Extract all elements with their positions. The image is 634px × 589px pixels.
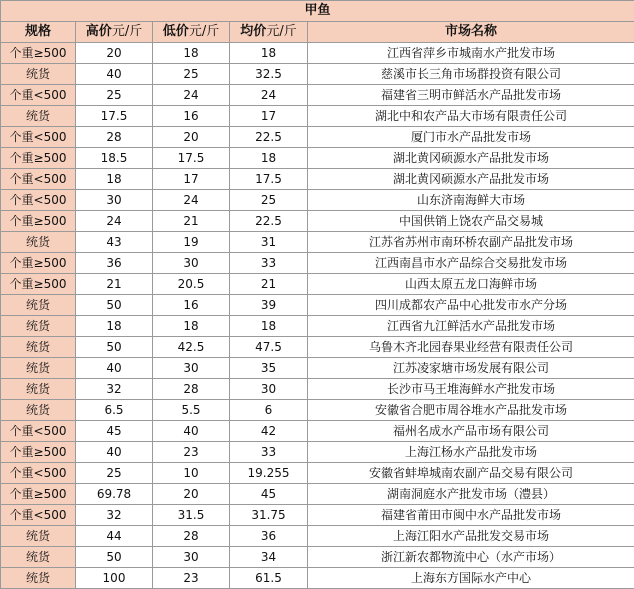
table-row [1, 211, 634, 232]
table-row [1, 148, 634, 169]
avg-price-cell: 45 [230, 484, 308, 505]
market-name-cell: 湖北中和农产品大市场有限责任公司 [308, 106, 634, 127]
market-name-cell: 安徽省蚌埠城南农副产品交易有限公司 [308, 463, 634, 484]
spec-cell: 统货 [1, 400, 76, 421]
avg-price-cell: 33 [230, 442, 308, 463]
spec-cell: 个重≥500 [1, 484, 76, 505]
spec-cell: 个重≥500 [1, 148, 76, 169]
market-name-cell: 湖北黄冈硕源水产品批发市场 [308, 148, 634, 169]
spec-cell: 统货 [1, 316, 76, 337]
low-price-cell: 16 [153, 295, 230, 316]
header-avg [230, 22, 308, 43]
spec-cell: 统货 [1, 295, 76, 316]
header-avg-unit: 元/斤 [266, 24, 297, 39]
high-price-cell: 24 [76, 211, 153, 232]
avg-price-cell: 61.5 [230, 568, 308, 589]
high-price-cell: 32 [76, 379, 153, 400]
low-price-cell: 42.5 [153, 337, 230, 358]
spec-cell: 统货 [1, 232, 76, 253]
high-price-cell: 32 [76, 505, 153, 526]
table-row [1, 316, 634, 337]
avg-price-cell: 33 [230, 253, 308, 274]
spec-cell: 个重≥500 [1, 43, 76, 64]
avg-price-cell: 31.75 [230, 505, 308, 526]
market-name-cell: 浙江新农都物流中心（水产市场） [308, 547, 634, 568]
spec-cell: 个重<500 [1, 421, 76, 442]
avg-price-cell: 21 [230, 274, 308, 295]
avg-price-cell: 35 [230, 358, 308, 379]
low-price-cell: 20 [153, 484, 230, 505]
table-row [1, 463, 634, 484]
spec-cell: 统货 [1, 526, 76, 547]
market-name-cell: 江西省萍乡市城南水产批发市场 [308, 43, 634, 64]
high-price-cell: 17.5 [76, 106, 153, 127]
market-name-cell: 四川成都农产品中心批发市水产分场 [308, 295, 634, 316]
market-name-cell: 湖南洞庭水产批发市场（澧县） [308, 484, 634, 505]
high-price-cell: 25 [76, 85, 153, 106]
low-price-cell: 18 [153, 43, 230, 64]
high-price-cell: 50 [76, 295, 153, 316]
low-price-cell: 18 [153, 316, 230, 337]
low-price-cell: 19 [153, 232, 230, 253]
spec-cell: 个重≥500 [1, 211, 76, 232]
high-price-cell: 45 [76, 421, 153, 442]
low-price-cell: 16 [153, 106, 230, 127]
spec-cell: 个重≥500 [1, 274, 76, 295]
avg-price-cell: 6 [230, 400, 308, 421]
header-high-label: 高价 [85, 24, 112, 39]
high-price-cell: 18 [76, 316, 153, 337]
spec-cell: 统货 [1, 568, 76, 589]
high-price-cell: 44 [76, 526, 153, 547]
market-name-cell: 慈溪市长三角市场群投资有限公司 [308, 64, 634, 85]
low-price-cell: 28 [153, 379, 230, 400]
market-name-cell: 山东济南海鲜大市场 [308, 190, 634, 211]
table-row [1, 295, 634, 316]
low-price-cell: 28 [153, 526, 230, 547]
market-name-cell: 福州名成水产品市场有限公司 [308, 421, 634, 442]
avg-price-cell: 32.5 [230, 64, 308, 85]
header-high-unit: 元/斤 [111, 24, 143, 39]
avg-price-cell: 47.5 [230, 337, 308, 358]
avg-price-cell: 25 [230, 190, 308, 211]
market-name-cell: 江苏省苏州市南环桥农副产品批发市场 [308, 232, 634, 253]
spec-cell: 统货 [1, 106, 76, 127]
avg-price-cell: 30 [230, 379, 308, 400]
avg-price-cell: 19.255 [230, 463, 308, 484]
spec-cell: 统货 [1, 358, 76, 379]
table-row [1, 274, 634, 295]
avg-price-cell: 24 [230, 85, 308, 106]
avg-price-cell: 31 [230, 232, 308, 253]
table-row [1, 505, 634, 526]
low-price-cell: 30 [153, 253, 230, 274]
table-row [1, 337, 634, 358]
market-name-cell: 中国供销上饶农产品交易城 [308, 211, 634, 232]
market-name-cell: 厦门市水产品批发市场 [308, 127, 634, 148]
avg-price-cell: 34 [230, 547, 308, 568]
market-name-cell: 安徽省合肥市周谷堆水产品批发市场 [308, 400, 634, 421]
table-row [1, 43, 634, 64]
market-name-cell: 湖北黄冈硕源水产品批发市场 [308, 169, 634, 190]
table-row [1, 421, 634, 442]
avg-price-cell: 22.5 [230, 211, 308, 232]
market-name-cell: 上海江杨水产品批发市场 [308, 442, 634, 463]
high-price-cell: 40 [76, 64, 153, 85]
market-name-cell: 乌鲁木齐北园春果业经营有限责任公司 [308, 337, 634, 358]
low-price-cell: 20 [153, 127, 230, 148]
spec-cell: 个重<500 [1, 169, 76, 190]
high-price-cell: 40 [76, 442, 153, 463]
low-price-cell: 30 [153, 358, 230, 379]
market-name-cell: 江西南昌市水产品综合交易批发市场 [308, 253, 634, 274]
table-title: 甲鱼 [1, 1, 634, 22]
low-price-cell: 5.5 [153, 400, 230, 421]
high-price-cell: 18.5 [76, 148, 153, 169]
table-row [1, 484, 634, 505]
table-row [1, 568, 634, 589]
spec-cell: 个重≥500 [1, 253, 76, 274]
low-price-cell: 40 [153, 421, 230, 442]
high-price-cell: 20 [76, 43, 153, 64]
low-price-cell: 10 [153, 463, 230, 484]
table-row [1, 127, 634, 148]
spec-cell: 个重<500 [1, 505, 76, 526]
avg-price-cell: 17 [230, 106, 308, 127]
low-price-cell: 17.5 [153, 148, 230, 169]
low-price-cell: 25 [153, 64, 230, 85]
avg-price-cell: 18 [230, 148, 308, 169]
market-name-cell: 江苏凌家塘市场发展有限公司 [308, 358, 634, 379]
high-price-cell: 21 [76, 274, 153, 295]
header-spec: 规格 [1, 22, 76, 43]
avg-price-cell: 17.5 [230, 169, 308, 190]
high-price-cell: 43 [76, 232, 153, 253]
table-row [1, 547, 634, 568]
high-price-cell: 69.78 [76, 484, 153, 505]
market-name-cell: 福建省莆田市闽中水产品批发市场 [308, 505, 634, 526]
title-row [1, 1, 634, 22]
high-price-cell: 100 [76, 568, 153, 589]
table-row [1, 169, 634, 190]
low-price-cell: 23 [153, 442, 230, 463]
avg-price-cell: 39 [230, 295, 308, 316]
low-price-cell: 24 [153, 190, 230, 211]
spec-cell: 统货 [1, 547, 76, 568]
avg-price-cell: 18 [230, 43, 308, 64]
header-low-unit: 元/斤 [188, 24, 220, 39]
high-price-cell: 36 [76, 253, 153, 274]
avg-price-cell: 42 [230, 421, 308, 442]
avg-price-cell: 22.5 [230, 127, 308, 148]
spec-cell: 个重<500 [1, 190, 76, 211]
table-row [1, 64, 634, 85]
market-name-cell: 长沙市马王堆海鲜水产批发市场 [308, 379, 634, 400]
high-price-cell: 28 [76, 127, 153, 148]
spec-cell: 个重<500 [1, 463, 76, 484]
low-price-cell: 30 [153, 547, 230, 568]
high-price-cell: 30 [76, 190, 153, 211]
low-price-cell: 17 [153, 169, 230, 190]
header-market: 市场名称 [308, 22, 634, 43]
header-avg-label: 均价 [240, 24, 267, 39]
header-high [76, 22, 153, 43]
spec-cell: 个重<500 [1, 127, 76, 148]
spec-cell: 个重<500 [1, 85, 76, 106]
high-price-cell: 25 [76, 463, 153, 484]
table-row [1, 442, 634, 463]
low-price-cell: 21 [153, 211, 230, 232]
header-row [1, 22, 634, 43]
high-price-cell: 50 [76, 337, 153, 358]
market-name-cell: 山西太原五龙口海鲜市场 [308, 274, 634, 295]
table-row [1, 526, 634, 547]
table-row [1, 358, 634, 379]
avg-price-cell: 18 [230, 316, 308, 337]
spec-cell: 统货 [1, 379, 76, 400]
high-price-cell: 6.5 [76, 400, 153, 421]
spec-cell: 统货 [1, 337, 76, 358]
spec-cell: 个重≥500 [1, 442, 76, 463]
market-name-cell: 福建省三明市鲜活水产品批发市场 [308, 85, 634, 106]
high-price-cell: 18 [76, 169, 153, 190]
low-price-cell: 31.5 [153, 505, 230, 526]
header-low-label: 低价 [162, 24, 189, 39]
table-row [1, 190, 634, 211]
low-price-cell: 20.5 [153, 274, 230, 295]
low-price-cell: 24 [153, 85, 230, 106]
spec-cell: 统货 [1, 64, 76, 85]
table-row [1, 379, 634, 400]
table-row [1, 106, 634, 127]
table-row [1, 85, 634, 106]
high-price-cell: 40 [76, 358, 153, 379]
table-row [1, 400, 634, 421]
table-row [1, 232, 634, 253]
avg-price-cell: 36 [230, 526, 308, 547]
market-name-cell: 上海东方国际水产中心 [308, 568, 634, 589]
high-price-cell: 50 [76, 547, 153, 568]
table-row [1, 253, 634, 274]
market-name-cell: 江西省九江鲜活水产品批发市场 [308, 316, 634, 337]
low-price-cell: 23 [153, 568, 230, 589]
header-low [153, 22, 230, 43]
market-name-cell: 上海江阳水产品批发交易市场 [308, 526, 634, 547]
